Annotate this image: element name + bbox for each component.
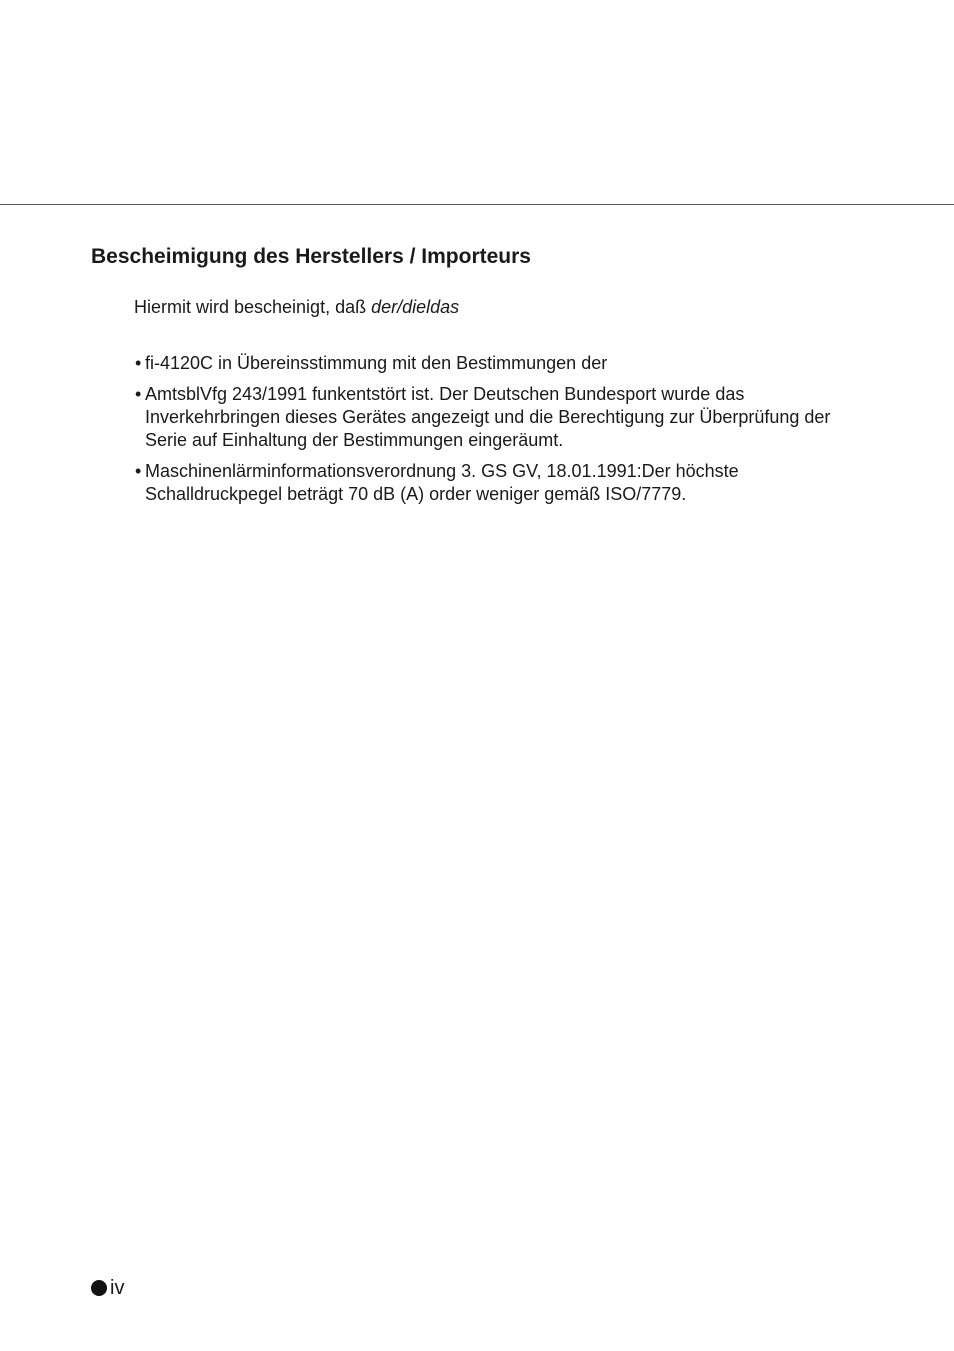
section-heading: Bescheimigung des Herstellers / Importeurs — [91, 245, 531, 268]
bullet-list — [134, 352, 854, 514]
intro-emphasis: der/dieldas — [371, 297, 460, 317]
bullet-item — [134, 352, 854, 375]
bullet-marker: • — [135, 353, 142, 373]
bullet-item — [134, 383, 854, 452]
bullet-text: fi-4120C in Übereinsstimmung mit den Bestimmungen der — [145, 353, 608, 373]
bullet-text: Maschinenlärminformationsverordnung 3. GS GV, 18.01.1991:Der höchste Schalldruckpegel beträgt 70 dB (A) order weniger gemäß ISO/7779. — [145, 461, 739, 504]
bullet-marker: • — [135, 461, 142, 481]
bullet-text: AmtsblVfg 243/1991 funkentstört ist. Der Deutschen Bundesport wurde das Inverkehrbringen dieses Gerätes angezeigt und die Berechtigung zur Überprüfung der Serie auf Einhaltung der Bestimmungen eingeräumt. — [145, 384, 831, 450]
intro-paragraph — [134, 296, 459, 318]
header-rule — [0, 204, 954, 205]
filled-circle-icon — [91, 1280, 107, 1296]
intro-text: Hiermit wird bescheinigt, daß — [134, 297, 372, 317]
bullet-item — [134, 460, 854, 506]
page-footer — [91, 1277, 124, 1299]
page-number: iv — [110, 1277, 125, 1299]
bullet-marker: • — [135, 384, 142, 404]
